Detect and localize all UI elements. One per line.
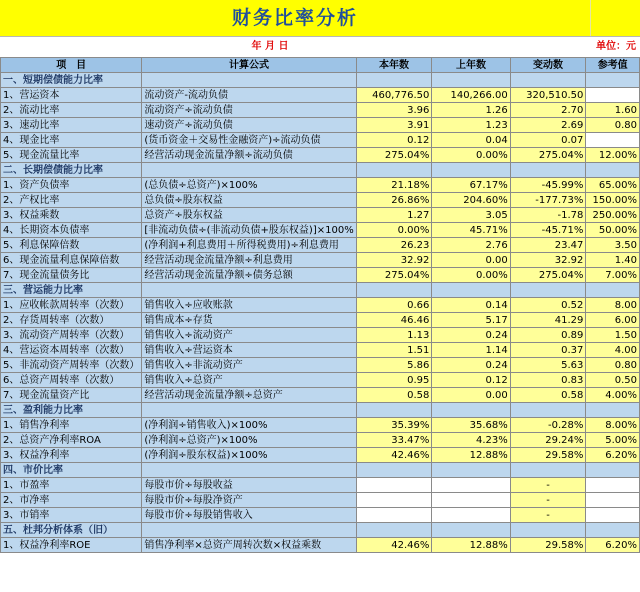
previous-year-cell[interactable]: 140,266.00 [432,88,510,103]
previous-year-cell[interactable] [432,508,510,523]
header-change[interactable]: 变动数 [510,58,586,73]
reference-cell[interactable]: 150.00% [586,193,640,208]
previous-year-cell[interactable]: 1.23 [432,118,510,133]
formula-cell[interactable]: 销售收入÷流动资产 [142,328,356,343]
reference-cell[interactable] [586,493,640,508]
previous-year-cell[interactable] [432,478,510,493]
table-row [1,208,640,223]
section-blank-cell[interactable] [356,523,432,538]
previous-year-cell[interactable]: 4.23% [432,433,510,448]
current-year-cell[interactable]: 46.46 [356,313,432,328]
section-title[interactable]: 一、短期偿债能力比率 [1,73,142,88]
change-cell[interactable]: 23.47 [510,238,586,253]
meta-row [0,37,640,57]
section-blank-cell[interactable] [432,73,510,88]
section-blank-cell[interactable] [586,73,640,88]
item-name-cell[interactable]: 1、应收帐款周转率（次数） [1,298,142,313]
change-cell[interactable]: 41.29 [510,313,586,328]
table-row [1,373,640,388]
current-year-cell[interactable] [356,508,432,523]
change-cell[interactable]: 5.63 [510,358,586,373]
section-header-row [1,463,640,478]
section-title[interactable]: 四、市价比率 [1,463,142,478]
section-title[interactable]: 三、盈利能力比率 [1,403,142,418]
formula-cell[interactable]: [非流动负债÷(非流动负债+股东权益)]×100% [142,223,356,238]
item-name-cell[interactable]: 2、产权比率 [1,193,142,208]
current-year-cell[interactable]: 5.86 [356,358,432,373]
table-row [1,343,640,358]
formula-cell[interactable]: 销售收入÷总资产 [142,373,356,388]
section-blank-cell[interactable] [142,463,356,478]
date-label[interactable]: 年 月 日 [251,41,289,52]
section-blank-cell[interactable] [510,283,586,298]
section-blank-cell[interactable] [586,403,640,418]
reference-cell[interactable] [586,478,640,493]
reference-cell[interactable]: 8.00 [586,298,640,313]
section-header-row [1,283,640,298]
table-row [1,418,640,433]
table-row [1,508,640,523]
table-row [1,118,640,133]
change-cell[interactable]: 0.07 [510,133,586,148]
item-name-cell[interactable]: 2、流动比率 [1,103,142,118]
table-row [1,193,640,208]
reference-cell[interactable]: 5.00% [586,433,640,448]
change-cell[interactable]: 275.04% [510,268,586,283]
table-row [1,253,640,268]
formula-cell[interactable]: 流动资产÷流动负债 [142,103,356,118]
change-cell[interactable]: -45.99% [510,178,586,193]
table-row [1,358,640,373]
section-header-row [1,73,640,88]
previous-year-cell[interactable]: 0.14 [432,298,510,313]
current-year-cell[interactable]: 26.23 [356,238,432,253]
change-cell[interactable]: 320,510.50 [510,88,586,103]
change-cell[interactable]: -1.78 [510,208,586,223]
table-row [1,433,640,448]
reference-cell[interactable]: 12.00% [586,148,640,163]
unit-label[interactable]: 单位：元 [596,41,636,52]
item-name-cell[interactable]: 2、市净率 [1,493,142,508]
section-header-row [1,163,640,178]
section-blank-cell[interactable] [356,463,432,478]
change-cell[interactable]: 0.83 [510,373,586,388]
item-name-cell[interactable]: 1、资产负债率 [1,178,142,193]
formula-cell[interactable]: 销售成本÷存货 [142,313,356,328]
current-year-cell[interactable]: 35.39% [356,418,432,433]
current-year-cell[interactable]: 1.51 [356,343,432,358]
formula-cell[interactable]: 经营活动现金流量净额÷流动负债 [142,148,356,163]
item-name-cell[interactable]: 4、长期资本负债率 [1,223,142,238]
reference-cell[interactable]: 6.20% [586,538,640,553]
reference-cell[interactable]: 6.00 [586,313,640,328]
change-cell[interactable]: - [510,478,586,493]
section-header-row [1,523,640,538]
formula-cell[interactable]: (净利润÷销售收入)×100% [142,418,356,433]
formula-cell[interactable]: (货币资金＋交易性金融资产)÷流动负债 [142,133,356,148]
current-year-cell[interactable]: 3.91 [356,118,432,133]
previous-year-cell[interactable]: 35.68% [432,418,510,433]
previous-year-cell[interactable]: 0.00% [432,148,510,163]
formula-cell[interactable]: 销售净利率×总资产周转次数×权益乘数 [142,538,356,553]
table-row [1,328,640,343]
item-name-cell[interactable]: 3、权益乘数 [1,208,142,223]
change-cell[interactable]: - [510,493,586,508]
section-blank-cell[interactable] [142,523,356,538]
reference-cell[interactable]: 1.50 [586,328,640,343]
section-blank-cell[interactable] [432,523,510,538]
current-year-cell[interactable]: 0.12 [356,133,432,148]
table-row [1,178,640,193]
section-title[interactable]: 三、营运能力比率 [1,283,142,298]
item-name-cell[interactable]: 3、速动比率 [1,118,142,133]
change-cell[interactable]: 32.92 [510,253,586,268]
item-name-cell[interactable]: 1、市盈率 [1,478,142,493]
reference-cell[interactable]: 3.50 [586,238,640,253]
item-name-cell[interactable]: 7、现金流量债务比 [1,268,142,283]
formula-cell[interactable]: 每股市价÷每股销售收入 [142,508,356,523]
item-name-cell[interactable]: 3、市销率 [1,508,142,523]
section-blank-cell[interactable] [142,283,356,298]
previous-year-cell[interactable]: 67.17% [432,178,510,193]
section-blank-cell[interactable] [510,523,586,538]
section-blank-cell[interactable] [586,163,640,178]
section-blank-cell[interactable] [510,73,586,88]
previous-year-cell[interactable] [432,493,510,508]
section-blank-cell[interactable] [142,163,356,178]
grid-line [590,0,591,36]
previous-year-cell[interactable]: 204.60% [432,193,510,208]
formula-cell[interactable]: (净利润+利息费用＋所得税费用)÷利息费用 [142,238,356,253]
previous-year-cell[interactable]: 0.00 [432,388,510,403]
header-current-year[interactable]: 本年数 [356,58,432,73]
current-year-cell[interactable]: 0.66 [356,298,432,313]
formula-cell[interactable]: 每股市价÷每股收益 [142,478,356,493]
previous-year-cell[interactable]: 45.71% [432,223,510,238]
section-blank-cell[interactable] [356,163,432,178]
table-row [1,88,640,103]
section-blank-cell[interactable] [510,403,586,418]
sheet-title[interactable]: 财务比率分析 [231,7,358,29]
section-header-row [1,403,640,418]
table-row [1,268,640,283]
item-name-cell[interactable]: 2、存货周转率（次数） [1,313,142,328]
table-row [1,238,640,253]
current-year-cell[interactable]: 21.18% [356,178,432,193]
change-cell[interactable]: -45.71% [510,223,586,238]
item-name-cell[interactable]: 5、利息保障倍数 [1,238,142,253]
previous-year-cell[interactable]: 2.76 [432,238,510,253]
formula-cell[interactable]: 销售收入÷营运资本 [142,343,356,358]
item-name-cell[interactable]: 4、现金比率 [1,133,142,148]
header-reference[interactable]: 参考值 [586,58,640,73]
formula-cell[interactable]: 销售收入÷非流动资产 [142,358,356,373]
table-row [1,538,640,553]
change-cell[interactable]: -0.28% [510,418,586,433]
current-year-cell[interactable]: 26.86% [356,193,432,208]
current-year-cell[interactable]: 1.27 [356,208,432,223]
table-row [1,493,640,508]
current-year-cell[interactable]: 275.04% [356,268,432,283]
current-year-cell[interactable]: 33.47% [356,433,432,448]
section-blank-cell[interactable] [356,283,432,298]
change-cell[interactable]: 2.69 [510,118,586,133]
previous-year-cell[interactable]: 0.24 [432,328,510,343]
reference-cell[interactable]: 1.40 [586,253,640,268]
reference-cell[interactable]: 0.80 [586,358,640,373]
section-blank-cell[interactable] [432,403,510,418]
section-blank-cell[interactable] [586,463,640,478]
section-blank-cell[interactable] [356,73,432,88]
ratio-table [0,57,640,553]
table-row [1,448,640,463]
item-name-cell[interactable]: 1、销售净利率 [1,418,142,433]
current-year-cell[interactable]: 0.95 [356,373,432,388]
current-year-cell[interactable]: 275.04% [356,148,432,163]
current-year-cell[interactable]: 0.00% [356,223,432,238]
reference-cell[interactable]: 7.00% [586,268,640,283]
reference-cell[interactable] [586,508,640,523]
formula-cell[interactable]: 销售收入÷应收账款 [142,298,356,313]
section-blank-cell[interactable] [432,463,510,478]
formula-cell[interactable]: 总资产÷股东权益 [142,208,356,223]
current-year-cell[interactable]: 3.96 [356,103,432,118]
current-year-cell[interactable]: 42.46% [356,538,432,553]
table-row [1,388,640,403]
section-blank-cell[interactable] [510,463,586,478]
reference-cell[interactable]: 250.00% [586,208,640,223]
previous-year-cell[interactable]: 0.12 [432,373,510,388]
table-row [1,103,640,118]
reference-cell[interactable]: 65.00% [586,178,640,193]
table-row [1,478,640,493]
previous-year-cell[interactable]: 1.26 [432,103,510,118]
section-blank-cell[interactable] [356,403,432,418]
item-name-cell[interactable]: 2、总资产净利率ROA [1,433,142,448]
formula-cell[interactable]: (总负债÷总资产)×100% [142,178,356,193]
change-cell[interactable]: 29.24% [510,433,586,448]
formula-cell[interactable]: 经营活动现金流量净额÷债务总额 [142,268,356,283]
item-name-cell[interactable]: 3、流动资产周转率（次数） [1,328,142,343]
title-bar [0,0,640,37]
current-year-cell[interactable]: 1.13 [356,328,432,343]
item-name-cell[interactable]: 5、非流动资产周转率（次数） [1,358,142,373]
item-name-cell[interactable]: 1、权益净利率ROE [1,538,142,553]
previous-year-cell[interactable]: 3.05 [432,208,510,223]
formula-cell[interactable]: (净利润÷股东权益)×100% [142,448,356,463]
reference-cell[interactable]: 6.20% [586,448,640,463]
previous-year-cell[interactable]: 0.00% [432,268,510,283]
item-name-cell[interactable]: 4、营运资本周转率（次数） [1,343,142,358]
previous-year-cell[interactable]: 12.88% [432,448,510,463]
current-year-cell[interactable]: 42.46% [356,448,432,463]
previous-year-cell[interactable]: 0.00 [432,253,510,268]
item-name-cell[interactable]: 3、权益净利率 [1,448,142,463]
current-year-cell[interactable] [356,493,432,508]
table-row [1,148,640,163]
section-blank-cell[interactable] [510,163,586,178]
formula-cell[interactable]: 经营活动现金流量净额÷总资产 [142,388,356,403]
previous-year-cell[interactable]: 0.24 [432,358,510,373]
section-title[interactable]: 五、杜邦分析体系（旧） [1,523,142,538]
formula-cell[interactable]: 流动资产-流动负债 [142,88,356,103]
change-cell[interactable]: 0.52 [510,298,586,313]
change-cell[interactable]: 29.58% [510,538,586,553]
formula-cell[interactable]: (净利润÷总资产)×100% [142,433,356,448]
previous-year-cell[interactable]: 1.14 [432,343,510,358]
formula-cell[interactable]: 速动资产÷流动负债 [142,118,356,133]
reference-cell[interactable]: 4.00 [586,343,640,358]
item-name-cell[interactable]: 6、总资产周转率（次数） [1,373,142,388]
table-row [1,298,640,313]
item-name-cell[interactable]: 6、现金流量利息保障倍数 [1,253,142,268]
section-blank-cell[interactable] [142,403,356,418]
formula-cell[interactable]: 总负债÷股东权益 [142,193,356,208]
reference-cell[interactable]: 4.00% [586,388,640,403]
section-title[interactable]: 二、长期偿债能力比率 [1,163,142,178]
table-row [1,313,640,328]
section-blank-cell[interactable] [432,283,510,298]
header-previous-year[interactable]: 上年数 [432,58,510,73]
table-row [1,223,640,238]
change-cell[interactable]: 0.37 [510,343,586,358]
section-blank-cell[interactable] [586,283,640,298]
reference-cell[interactable]: 1.60 [586,103,640,118]
reference-cell[interactable]: 50.00% [586,223,640,238]
section-blank-cell[interactable] [142,73,356,88]
current-year-cell[interactable]: 0.58 [356,388,432,403]
formula-cell[interactable]: 经营活动现金流量净额÷利息费用 [142,253,356,268]
reference-cell[interactable] [586,133,640,148]
item-name-cell[interactable]: 5、现金流量比率 [1,148,142,163]
section-blank-cell[interactable] [586,523,640,538]
reference-cell[interactable]: 0.50 [586,373,640,388]
previous-year-cell[interactable]: 5.17 [432,313,510,328]
change-cell[interactable]: 0.89 [510,328,586,343]
reference-cell[interactable]: 8.00% [586,418,640,433]
change-cell[interactable]: 2.70 [510,103,586,118]
header-item[interactable]: 项 目 [1,58,142,73]
reference-cell[interactable] [586,88,640,103]
change-cell[interactable]: 29.58% [510,448,586,463]
change-cell[interactable]: - [510,508,586,523]
change-cell[interactable]: 275.04% [510,148,586,163]
previous-year-cell[interactable]: 12.88% [432,538,510,553]
item-name-cell[interactable]: 7、现金流量资产比 [1,388,142,403]
change-cell[interactable]: 0.58 [510,388,586,403]
table-row [1,133,640,148]
header-formula[interactable]: 计算公式 [142,58,356,73]
previous-year-cell[interactable]: 0.04 [432,133,510,148]
section-blank-cell[interactable] [432,163,510,178]
current-year-cell[interactable]: 460,776.50 [356,88,432,103]
formula-cell[interactable]: 每股市价÷每股净资产 [142,493,356,508]
header-row [1,58,640,73]
current-year-cell[interactable]: 32.92 [356,253,432,268]
current-year-cell[interactable] [356,478,432,493]
reference-cell[interactable]: 0.80 [586,118,640,133]
item-name-cell[interactable]: 1、营运资本 [1,88,142,103]
change-cell[interactable]: -177.73% [510,193,586,208]
